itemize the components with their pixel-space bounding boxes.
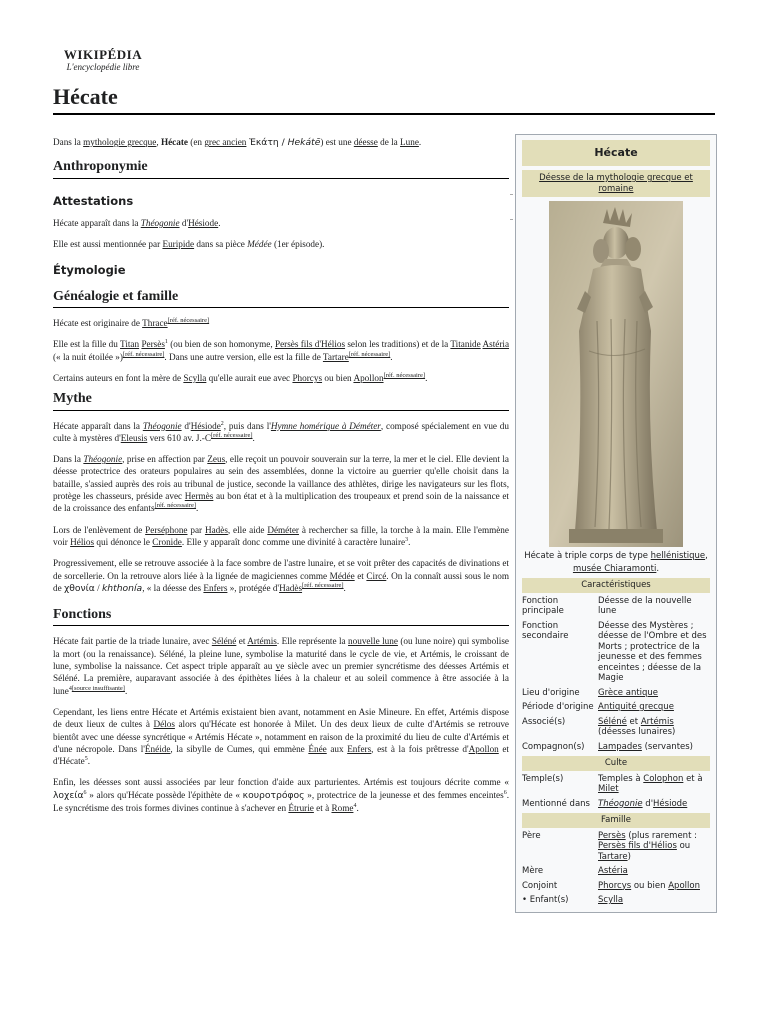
infobox-subtitle [522, 170, 710, 197]
link-lampades[interactable]: Lampades [598, 741, 642, 752]
infobox-row: Mentionné dans Théogonie d'Hésiode [522, 798, 688, 809]
link-zeus[interactable]: Zeus [207, 454, 226, 465]
link-milet[interactable]: Milet [598, 784, 619, 794]
link-delos[interactable]: Délos [153, 719, 175, 730]
link-tartare[interactable]: Tartare [598, 851, 628, 862]
infobox-row: Compagnon(s) Lampades (servantes) [522, 741, 693, 752]
link-demeter[interactable]: Déméter [267, 524, 299, 535]
functions-paragraph: Hécate fait partie de la triade lunaire, avec Séléné et Artémis. Elle représente la nouvelle lune (ou lune noire) qui symbolise la mort (ou la renaissance). Séléné, la pleine lune, symbolise la maturité dans le cycle de vie, et Artémis, le croissant de lune, symbolise la naissance. Cet aspect triple apparaît au ve siècle avec un premier syncrétisme des déesses Artémis et Séléné. La première, auparavant associée à des épithètes liées à la chaleur et au soleil commence à être associée à la lune$^{4[source insuffisante]}$. [53, 636, 509, 696]
link-medee[interactable]: Médée [329, 570, 355, 581]
functions-paragraph: Enfin, les déesses sont aussi associées par leur fonction d'aide aux parturientes. Artémis est toujours décrite comme « λοχεία$^6$ » alors qu'Hécate possède l'épithète de « κουροτρόφος », protectrice de la jeunesse et des femmes enceintes$^6$. Le syncrétisme des trois formes divines continue à s'achever en Étrurie et à Rome$^4$. [53, 777, 509, 813]
link-enfers[interactable]: Enfers [203, 582, 228, 593]
link-perses[interactable]: Persès [141, 339, 165, 350]
link-lune[interactable]: Lune [400, 137, 419, 147]
image-caption: Hécate à triple corps de type hellénistique, musée Chiaramonti. [524, 551, 708, 574]
citation-needed[interactable]: [réf. nécessaire] [383, 371, 426, 379]
link-phorcys[interactable]: Phorcys [598, 880, 632, 891]
link-euripide[interactable]: Euripide [162, 239, 195, 250]
genealogy-paragraph: Hécate est originaire de Thrace[réf. nécessaire] [53, 317, 210, 329]
wikipedia-logo[interactable] [61, 47, 145, 72]
link-apollon[interactable]: Apollon [668, 880, 700, 891]
link-persephone[interactable]: Perséphone [145, 524, 188, 535]
infobox-title: Hécate [522, 140, 710, 166]
section-heading-mythe: Mythe [53, 393, 509, 410]
citation-needed[interactable]: [réf. nécessaire] [154, 502, 197, 510]
statue-illustration [549, 201, 683, 547]
infobox-section-famille: Famille [522, 813, 710, 828]
link-colophon[interactable]: Colophon [643, 773, 684, 784]
citation-needed[interactable]: [réf. nécessaire] [122, 350, 165, 358]
citation-needed[interactable]: [réf. nécessaire] [302, 581, 344, 589]
link-eleusis[interactable]: Eleusis [120, 432, 148, 443]
infobox-row: Temple(s) Temples à Colophon et à Milet [522, 773, 703, 794]
link-theogonie[interactable]: Théogonie [140, 217, 180, 228]
section-heading-genealogie: Généalogie et famille [53, 291, 509, 308]
link-mythologie-grecque-romaine[interactable]: Déesse de la mythologie grecque et romaine [539, 173, 693, 194]
link-musee-chiaramonti[interactable]: musée Chiaramonti [572, 563, 657, 574]
link-artemis[interactable]: Artémis [247, 636, 277, 647]
functions-paragraph: Cependant, les liens entre Hécate et Artémis existaient bien avant, notamment en Asie Mineure. En effet, Artémis dispose de deux lieux de cultes à Délos alors qu'Hécate est honorée à Milet. Un des deux lieux de culte d'Artémis se retrouve bientôt avec une déesse syncrétique « Artémis Hécate », notamment en raison de la proximité du lieu de culte d'Artémis et d'une nécropole. Dans l'Énéide, la sibylle de Cumes, qui emmène Énée aux Enfers, est à la fois prêtresse d'Apollon et d'Hécate$^5$. [53, 706, 509, 767]
link-nouvelle-lune[interactable]: nouvelle lune [348, 636, 398, 647]
infobox-row: Mère Astéria [522, 866, 628, 876]
infobox-row: Lieu d'origine Grèce antique [522, 687, 659, 698]
section-heading-fonctions: Fonctions [53, 609, 509, 626]
infobox-row: Associé(s) Séléné et Artémis (déesses lunaires) [522, 716, 676, 737]
infobox-section-culte: Culte [522, 756, 710, 771]
genealogy-paragraph: Certains auteurs en font la mère de Scylla qu'elle aurait eue avec Phorcys ou bien Apollon[réf. nécessaire]. [53, 371, 428, 383]
link-titan[interactable]: Titan [120, 339, 140, 350]
link-tartare[interactable]: Tartare [322, 351, 349, 362]
myth-paragraph: Hécate apparaît dans la Théogonie d'Hésiode$^2$, puis dans l'Hymne homérique à Déméter, composé spécialement en vue du culte à mystères d'Eleusis vers 610 av. J.-C[réf. nécessaire]. [53, 420, 509, 443]
link-hesiode[interactable]: Hésiode [190, 420, 221, 431]
infobox-row: Conjoint Phorcys ou bien Apollon [522, 880, 700, 891]
link-thrace[interactable]: Thrace [142, 318, 168, 329]
link-perses[interactable]: Persès [598, 830, 626, 841]
logo-wordmark: WIKIPÉDIA [63, 47, 143, 62]
link-asteria[interactable]: Astéria [482, 339, 510, 350]
infobox-section-caracteristiques: Caractéristiques [522, 578, 710, 593]
link-apollon[interactable]: Apollon [353, 372, 384, 383]
myth-paragraph: Dans la Théogonie, prise en affection par Zeus, elle reçoit un pouvoir souverain sur la terre, la mer et le ciel. Elle devient la déesse protectrice des orateurs populaires au sein des assemblées, donne la victoire au guerrier qu'elle choisit dans la bataille, s'assied auprès des rois au tribunal de justice, seconde la vaillance des athlètes, dirige les navigateurs sur les flots, protège les chasseurs, préside avec Hermès au bon état et à la multiplication des troupeaux et prend soin de la naissance et de la croissance des enfants[réf. nécessaire]. [53, 454, 509, 514]
page-title: Hécate [53, 84, 118, 109]
link-etrurie[interactable]: Étrurie [288, 802, 314, 813]
infobox-row: • Enfant(s) Scylla [522, 895, 624, 905]
link-helios[interactable]: Hélios [70, 536, 95, 547]
citation-insufficient[interactable]: [source insuffisante] [71, 684, 125, 692]
link-antiquite-grecque[interactable]: Antiquité grecque [598, 702, 674, 712]
link-selene[interactable]: Séléné [598, 716, 627, 727]
link-cronide[interactable]: Cronide [152, 536, 182, 547]
statue-image[interactable] [549, 201, 683, 547]
link-mythologie-grecque[interactable]: mythologie grecque [83, 137, 157, 147]
link-perses-helios[interactable]: Persès fils d'Hélios [274, 339, 346, 350]
infobox-row: Père Persès (plus rarement : Persès fils d'Hélios ou Tartare) [522, 830, 697, 862]
section-heading-anthroponymie: Anthroponymie [53, 161, 509, 178]
link-scylla[interactable]: Scylla [598, 895, 624, 905]
link-deesse[interactable]: déesse [353, 137, 378, 147]
link-hellenistique[interactable]: hellénistique [650, 551, 706, 561]
citation-needed[interactable]: [réf. nécessaire] [348, 350, 391, 358]
link-selene[interactable]: Séléné [211, 636, 237, 647]
infobox-row: Fonction secondaire Déesse des Mystères ; déesse de l'Ombre et des Morts ; protectrice de la jeunesse et des femmes enceintes ; déesse de la Magie [522, 620, 707, 683]
link-perses-helios[interactable]: Persès fils d'Hélios [598, 841, 677, 851]
link-rome[interactable]: Rome [331, 802, 354, 813]
link-eneide[interactable]: Énéide [144, 743, 171, 754]
link-scylla[interactable]: Scylla [183, 372, 207, 383]
subsection-heading-attestations: Attestations [53, 193, 134, 208]
attestations-paragraph: Elle est aussi mentionnée par Euripide dans sa pièce Médée (1er épisode). [53, 239, 325, 250]
link-asteria[interactable]: Astéria [598, 866, 628, 876]
intro-paragraph: Dans la mythologie grecque, Hécate (en grec ancien Ἑκάτη / Hekátē) est une déesse de la Lune. [53, 137, 422, 148]
myth-paragraph: Lors de l'enlèvement de Perséphone par Hadès, elle aide Déméter à rechercher sa fille, la torche à la main. Elle l'emmène voir Hélios qui dénonce le Cronide. Elle y apparaît donc comme une divinité à caractère lunaire$^3$. [53, 524, 509, 547]
title-divider [53, 113, 715, 115]
subsection-heading-etymologie: Étymologie [53, 263, 126, 278]
link-theogonie[interactable]: Théogonie [598, 798, 643, 809]
link-titanide[interactable]: Titanide [450, 339, 481, 350]
infobox-row: Fonction principale Déesse de la nouvelle lune [522, 595, 692, 616]
link-circe[interactable]: Circé [366, 570, 387, 581]
link-theogonie[interactable]: Théogonie [83, 454, 123, 465]
citation-needed[interactable]: [réf. nécessaire] [167, 317, 210, 325]
link-hermes[interactable]: Hermès [184, 491, 214, 502]
infobox [515, 134, 717, 913]
link-grec-ancien[interactable]: grec ancien [204, 137, 247, 147]
link-theogonie[interactable]: Théogonie [142, 420, 182, 431]
link-hymne-demeter[interactable]: Hymne homérique à Déméter [270, 420, 381, 431]
link-siecle[interactable]: v [275, 661, 281, 672]
myth-paragraph: Progressivement, elle se retrouve associée à la face sombre de l'astre lunaire, et se voit prêter des capacités de divinations et de sorcellerie. On la retrouve alors liée à la lignée de magiciennes comme Médée et Circé. On la connaît aussi sous le nom de χθονία / khthonía, « la déesse des Enfers », protégée d'Hadès[réf. nécessaire]. [53, 558, 509, 594]
link-enfers[interactable]: Enfers [347, 743, 372, 754]
link-phorcys[interactable]: Phorcys [292, 372, 323, 383]
infobox-row: Période d'origine Antiquité grecque [522, 702, 674, 712]
link-hades[interactable]: Hadès [204, 524, 228, 535]
link-hesiode[interactable]: Hésiode [188, 217, 219, 228]
link-enee[interactable]: Énée [308, 743, 327, 754]
genealogy-paragraph: Elle est la fille du Titan Persès$^1$ (ou bien de son homonyme, Persès fils d'Hélios selon les traditions) et de la Titanide Astéria (« la nuit étoilée »)[réf. nécessaire]. Dans une autre version, elle est la fille de Tartare[réf. nécessaire]. [53, 339, 510, 362]
link-hades[interactable]: Hadès [279, 582, 303, 593]
logo-tagline: L'encyclopédie libre [66, 62, 140, 72]
citation-needed[interactable]: [réf. nécessaire] [211, 431, 253, 439]
link-artemis[interactable]: Artémis [640, 716, 674, 727]
link-apollon[interactable]: Apollon [468, 743, 499, 754]
attestations-paragraph: Hécate apparaît dans la Théogonie d'Hésiode. [53, 217, 221, 228]
link-grece-antique[interactable]: Grèce antique [598, 687, 659, 698]
link-hesiode[interactable]: Hésiode [653, 798, 688, 809]
article-body [53, 136, 509, 823]
